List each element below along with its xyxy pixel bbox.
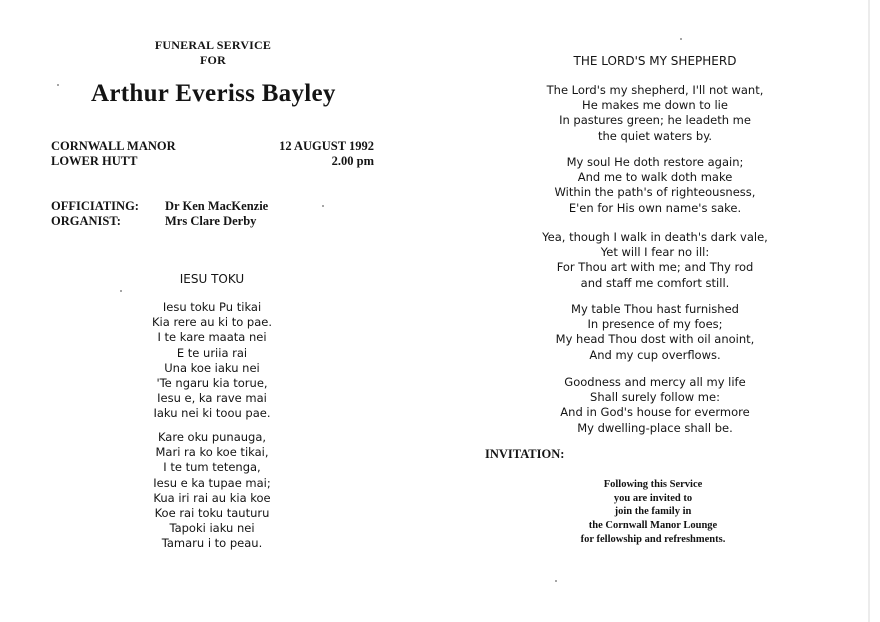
verse-line: Kua iri rai au kia koe — [153, 490, 271, 505]
scan-speck — [555, 580, 557, 582]
verse-line: Una koe iaku nei — [164, 360, 260, 375]
deceased-name: Arthur Everiss Bayley — [91, 80, 336, 107]
officiating-label: OFFICIATING: — [51, 199, 139, 213]
invitation-line: the Cornwall Manor Lounge — [588, 520, 718, 532]
invitation-line: join the family in — [614, 506, 692, 518]
verse-line: Within the path's of righteousness, — [554, 185, 756, 200]
verse-line: And me to walk doth make — [577, 170, 733, 185]
verse-line: Iesu e, ka rave mai — [157, 391, 267, 406]
invitation-label: INVITATION: — [485, 447, 565, 461]
verse-line: Yea, though I walk in death's dark vale, — [542, 230, 768, 244]
organist-name: Mrs Clare Derby — [165, 214, 257, 228]
verse-line: In presence of my foes; — [587, 317, 723, 332]
invitation-text — [553, 478, 753, 547]
verse-line: I te kare maata nei — [157, 330, 267, 345]
invitation-line: for fellowship and refreshments. — [580, 533, 726, 545]
verse-line: the quiet waters by. — [597, 128, 713, 143]
hymn-verse — [530, 155, 780, 216]
organist-label: ORGANIST: — [51, 214, 121, 228]
verse-line: For Thou art with me; and Thy rod — [556, 260, 754, 275]
service-heading-for: FOR — [200, 53, 226, 67]
verse-line: And my cup overflows. — [589, 347, 721, 362]
verse-line: E'en for His own name's sake. — [568, 200, 742, 215]
verse-line: Tamaru i to peau. — [161, 536, 263, 551]
venue-line-1: CORNWALL MANOR — [51, 139, 176, 153]
officiating-name: Dr Ken MacKenzie — [165, 199, 269, 213]
hymn-verse — [530, 83, 780, 144]
verse-line: E te uriia rai — [176, 345, 248, 360]
page-edge-shadow — [868, 0, 870, 622]
verse-line: I te tum tetenga, — [163, 460, 261, 475]
verse-line: Shall surely follow me: — [590, 390, 720, 405]
verse-line: My dwelling-place shall be. — [577, 420, 733, 435]
hymn-verse — [530, 302, 780, 363]
verse-line: Iesu e ka tupae mai; — [153, 475, 271, 490]
verse-line: and staff me comfort still. — [580, 275, 730, 290]
verse-line: Kare oku punauga, — [157, 430, 267, 444]
service-date: 12 AUGUST 1992 — [279, 139, 374, 153]
hymn-verse — [530, 375, 780, 436]
venue-line-2: LOWER HUTT — [51, 154, 138, 168]
invitation-line: Following this Service — [603, 479, 703, 490]
service-heading: FUNERAL SERVICE — [154, 38, 272, 52]
verse-line: Mari ra ko koe tikai, — [155, 445, 269, 460]
service-time: 2.00 pm — [331, 154, 374, 168]
hymn-verse — [112, 300, 312, 422]
verse-line: Tapoki iaku nei — [169, 521, 255, 536]
verse-line: Iesu toku Pu tikai — [162, 300, 262, 314]
hymn-title-iesu-toku: IESU TOKU — [179, 272, 245, 286]
hymn-verse — [530, 230, 780, 291]
verse-line: Koe rai toku tauturu — [154, 506, 270, 521]
verse-line: He makes me down to lie — [582, 98, 728, 113]
verse-line: My soul He doth restore again; — [566, 155, 744, 169]
scan-speck — [57, 84, 59, 86]
verse-line: Goodness and mercy all my life — [564, 375, 746, 389]
scan-speck — [322, 205, 324, 207]
hymn-verse — [112, 430, 312, 552]
scan-speck — [120, 290, 122, 292]
scan-speck — [680, 38, 682, 40]
verse-line: My table Thou hast furnished — [571, 302, 739, 316]
hymn-title-lords-my-shepherd: THE LORD'S MY SHEPHERD — [573, 54, 737, 68]
verse-line: And in God's house for evermore — [560, 405, 750, 420]
verse-line: Yet will I fear no ill: — [600, 245, 710, 260]
verse-line: In pastures green; he leadeth me — [559, 113, 751, 128]
verse-line: My head Thou dost with oil anoint, — [555, 332, 755, 347]
verse-line: The Lord's my shepherd, I'll not want, — [546, 83, 764, 97]
verse-line: 'Te ngaru kia torue, — [156, 376, 268, 391]
invitation-line: you are invited to — [613, 492, 693, 504]
verse-line: Iaku nei ki toou pae. — [153, 406, 271, 421]
verse-line: Kia rere au ki to pae. — [152, 315, 272, 330]
